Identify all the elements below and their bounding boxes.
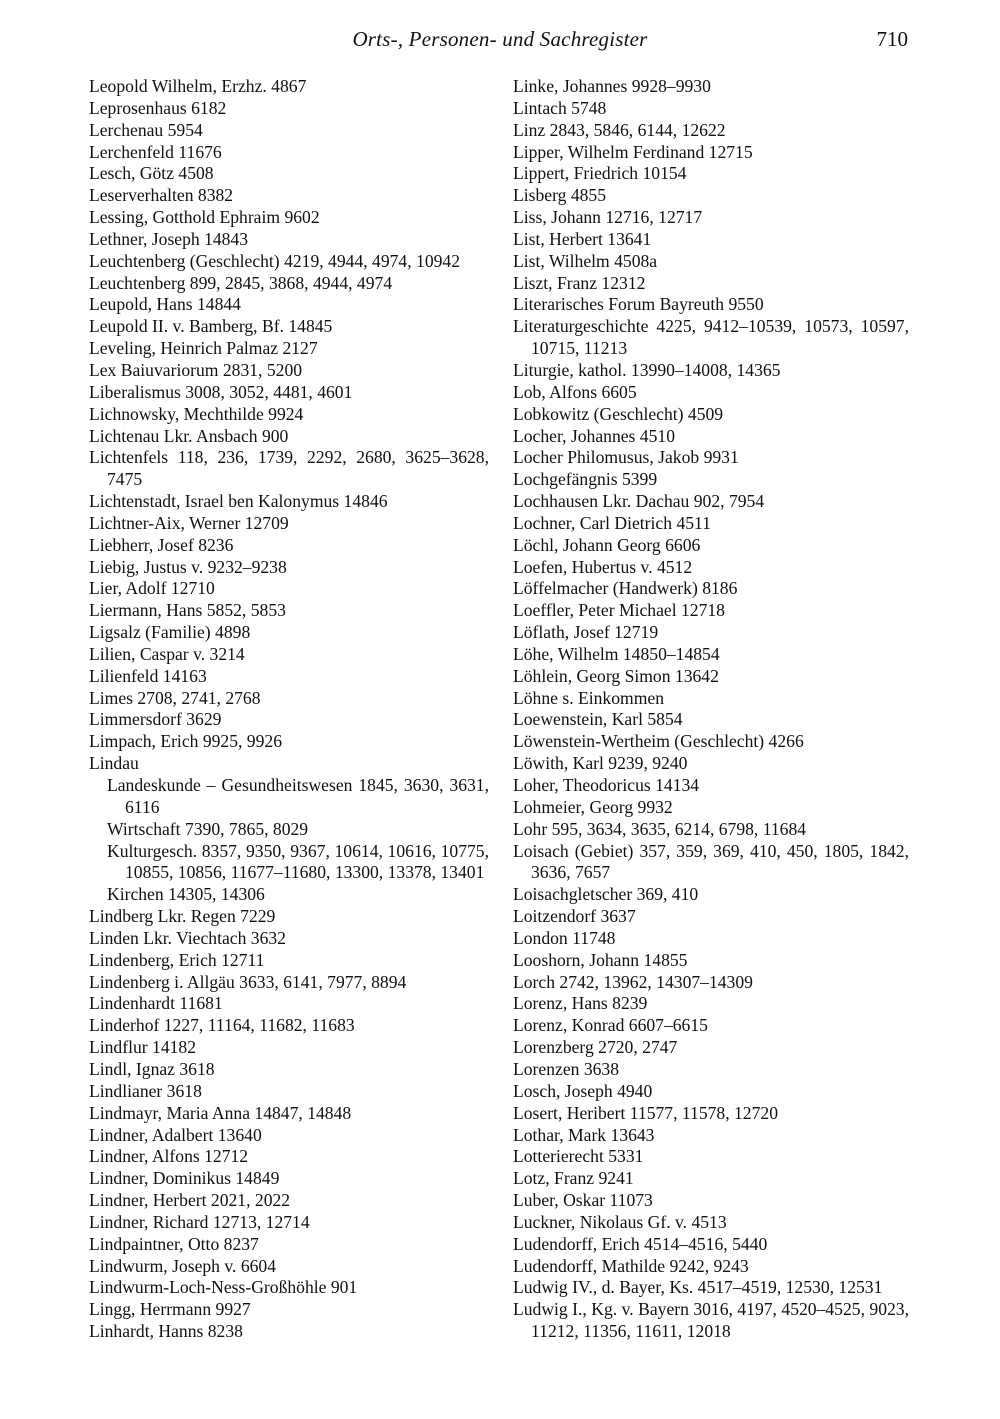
index-entry: Lindau	[89, 753, 139, 774]
index-entry: Lochner, Carl Dietrich 4511	[513, 512, 711, 533]
index-entry: Lipper, Wilhelm Ferdinand 12715	[513, 141, 753, 162]
index-entry: Löwenstein-Wertheim (Geschlecht) 4266	[513, 731, 804, 752]
index-entry: Löhne s. Einkommen	[513, 687, 664, 708]
index-subentry: Landeskunde – Gesundheitswesen 1845, 3630, 3631, 6116	[107, 775, 489, 817]
index-subentry: Kulturgesch. 8357, 9350, 9367, 10614, 10616, 10775, 10855, 10856, 11677–11680, 13300, 13378, 13401	[107, 840, 489, 883]
index-entry: Lerchenau 5954	[89, 119, 203, 140]
index-entry: Lichtenfels 118, 236, 1739, 2292, 2680, 3625–3628, 7475	[89, 447, 489, 490]
index-entry: Ludwig I., Kg. v. Bayern 3016, 4197, 4520–4525, 9023, 11212, 11356, 11611, 12018	[513, 1299, 909, 1342]
index-entry: Liebig, Justus v. 9232–9238	[89, 556, 287, 577]
index-entry: Linz 2843, 5846, 6144, 12622	[513, 119, 726, 140]
index-entry: Literaturgeschichte 4225, 9412–10539, 10573, 10597, 10715, 11213	[513, 316, 909, 359]
index-entry: Loeffler, Peter Michael 12718	[513, 600, 725, 621]
index-entry: Löffelmacher (Handwerk) 8186	[513, 578, 738, 599]
index-entry: Lichtenstadt, Israel ben Kalonymus 14846	[89, 491, 388, 512]
index-entry: Lindlianer 3618	[89, 1080, 202, 1101]
index-entry: Liebherr, Josef 8236	[89, 534, 234, 555]
page-number: 710	[876, 27, 908, 51]
index-entry: Lindberg Lkr. Regen 7229	[89, 906, 276, 927]
index-entry: Leopold Wilhelm, Erzhz. 4867	[89, 76, 307, 96]
index-entry: Lindner, Dominikus 14849	[89, 1168, 280, 1189]
index-entry: Lichtenau Lkr. Ansbach 900	[89, 425, 289, 446]
index-entry: Löhlein, Georg Simon 13642	[513, 665, 719, 686]
index-entry: Liturgie, kathol. 13990–14008, 14365	[513, 359, 781, 380]
index-entry: Ludendorff, Mathilde 9242, 9243	[513, 1255, 749, 1276]
page-header	[0, 24, 1000, 54]
index-entry: Lothar, Mark 13643	[513, 1124, 655, 1145]
index-entry: Lindenhardt 11681	[89, 993, 223, 1014]
index-entry: Lerchenfeld 11676	[89, 141, 222, 162]
index-entry: Liss, Johann 12716, 12717	[513, 207, 703, 228]
index-entry: Lindwurm, Joseph v. 6604	[89, 1255, 277, 1276]
index-entry: Lier, Adolf 12710	[89, 578, 215, 599]
index-entry: Leupold, Hans 14844	[89, 294, 241, 315]
index-entry: Lingg, Herrmann 9927	[89, 1299, 251, 1320]
index-entry: Lessing, Gotthold Ephraim 9602	[89, 207, 320, 228]
index-entry: Lippert, Friedrich 10154	[513, 163, 687, 184]
index-entry: Linderhof 1227, 11164, 11682, 11683	[89, 1015, 355, 1036]
index-entry: List, Herbert 13641	[513, 228, 652, 249]
register-column-right	[513, 76, 909, 1343]
index-entry: Lorenz, Hans 8239	[513, 993, 648, 1014]
index-entry: Lorch 2742, 13962, 14307–14309	[513, 971, 753, 992]
index-entry: Löhe, Wilhelm 14850–14854	[513, 643, 720, 664]
index-entry: Lethner, Joseph 14843	[89, 228, 249, 249]
index-entry: Löflath, Josef 12719	[513, 622, 659, 643]
index-entry: Leveling, Heinrich Palmaz 2127	[89, 338, 318, 359]
index-entry: Löchl, Johann Georg 6606	[513, 534, 701, 555]
index-entry: Lindner, Alfons 12712	[89, 1146, 249, 1167]
index-entry: Loisachgletscher 369, 410	[513, 884, 699, 905]
index-entry: Limes 2708, 2741, 2768	[89, 687, 261, 708]
index-entry: Lichtner-Aix, Werner 12709	[89, 512, 289, 533]
index-entry: Lorenz, Konrad 6607–6615	[513, 1015, 708, 1036]
index-entry: Lilienfeld 14163	[89, 665, 207, 686]
index-entry: Lindenberg i. Allgäu 3633, 6141, 7977, 8894	[89, 971, 407, 992]
index-entry: London 11748	[513, 927, 616, 948]
index-entry: Luber, Oskar 11073	[513, 1190, 653, 1211]
index-entry: Lotterierecht 5331	[513, 1146, 644, 1167]
index-entry: Lisberg 4855	[513, 185, 607, 206]
index-entry: Lohmeier, Georg 9932	[513, 796, 673, 817]
index-entry: Lochgefängnis 5399	[513, 469, 658, 490]
running-title: Orts-, Personen- und Sachregister	[352, 27, 648, 51]
index-entry: Loefen, Hubertus v. 4512	[513, 556, 693, 577]
index-entry: Lindner, Adalbert 13640	[89, 1124, 262, 1145]
index-entry: Lintach 5748	[513, 97, 607, 118]
index-entry: Liermann, Hans 5852, 5853	[89, 600, 286, 621]
index-entry: Lilien, Caspar v. 3214	[89, 643, 245, 664]
index-entry: Lob, Alfons 6605	[513, 381, 637, 402]
index-entry: Lindl, Ignaz 3618	[89, 1058, 215, 1079]
index-entry: List, Wilhelm 4508a	[513, 250, 658, 271]
index-entry: Looshorn, Johann 14855	[513, 949, 688, 970]
index-entry: Ligsalz (Familie) 4898	[89, 622, 251, 643]
index-entry: Lindenberg, Erich 12711	[89, 949, 265, 970]
index-entry: Lindmayr, Maria Anna 14847, 14848	[89, 1102, 352, 1123]
index-entry: Limpach, Erich 9925, 9926	[89, 731, 282, 752]
index-entry: Loewenstein, Karl 5854	[513, 709, 683, 730]
index-entry: Lohr 595, 3634, 3635, 6214, 6798, 11684	[513, 818, 807, 839]
index-entry: Lochhausen Lkr. Dachau 902, 7954	[513, 491, 765, 512]
index-entry: Limmersdorf 3629	[89, 709, 222, 730]
index-entry: Leserverhalten 8382	[89, 185, 234, 206]
index-entry: Lobkowitz (Geschlecht) 4509	[513, 403, 724, 424]
index-entry: Ludendorff, Erich 4514–4516, 5440	[513, 1233, 768, 1254]
index-entry: Losert, Heribert 11577, 11578, 12720	[513, 1102, 778, 1123]
register-column-left	[89, 76, 489, 1343]
index-entry: Loitzendorf 3637	[513, 906, 636, 927]
index-entry: Ludwig IV., d. Bayer, Ks. 4517–4519, 12530, 12531	[513, 1277, 883, 1298]
index-entry: Leuchtenberg (Geschlecht) 4219, 4944, 4974, 10942	[89, 250, 461, 271]
index-entry: Lesch, Götz 4508	[89, 163, 214, 184]
index-entry: Lindner, Herbert 2021, 2022	[89, 1190, 291, 1211]
index-entry: Literarisches Forum Bayreuth 9550	[513, 294, 764, 315]
index-entry: Leprosenhaus 6182	[89, 97, 227, 118]
index-entry: Lorenzberg 2720, 2747	[513, 1037, 678, 1058]
index-entry: Lindflur 14182	[89, 1037, 197, 1058]
index-entry: Löwith, Karl 9239, 9240	[513, 753, 688, 774]
index-entry: Lindner, Richard 12713, 12714	[89, 1211, 310, 1232]
index-entry: Leupold II. v. Bamberg, Bf. 14845	[89, 316, 333, 337]
index-entry: Locher Philomusus, Jakob 9931	[513, 447, 739, 468]
index-entry: Linke, Johannes 9928–9930	[513, 76, 711, 96]
index-entry: Loisach (Gebiet) 357, 359, 369, 410, 450, 1805, 1842, 3636, 7657	[513, 840, 909, 883]
index-entry: Liszt, Franz 12312	[513, 272, 646, 293]
index-entry: Leuchtenberg 899, 2845, 3868, 4944, 4974	[89, 272, 393, 293]
index-entry: Linden Lkr. Viechtach 3632	[89, 927, 286, 948]
index-entry: Locher, Johannes 4510	[513, 425, 675, 446]
index-entry: Losch, Joseph 4940	[513, 1080, 653, 1101]
index-entry: Luckner, Nikolaus Gf. v. 4513	[513, 1211, 727, 1232]
index-entry: Lorenzen 3638	[513, 1058, 620, 1079]
index-entry: Linhardt, Hanns 8238	[89, 1321, 243, 1342]
index-subentry: Kirchen 14305, 14306	[107, 884, 265, 905]
index-entry: Lotz, Franz 9241	[513, 1168, 634, 1189]
index-entry: Liberalismus 3008, 3052, 4481, 4601	[89, 381, 353, 402]
index-entry: Lichnowsky, Mechthilde 9924	[89, 403, 304, 424]
index-subentry: Wirtschaft 7390, 7865, 8029	[107, 818, 309, 839]
index-entry: Lindwurm-Loch-Ness-Großhöhle 901	[89, 1277, 358, 1298]
index-entry: Lex Baiuvariorum 2831, 5200	[89, 359, 303, 380]
index-entry: Lindpaintner, Otto 8237	[89, 1233, 259, 1254]
index-entry: Loher, Theodoricus 14134	[513, 775, 700, 795]
